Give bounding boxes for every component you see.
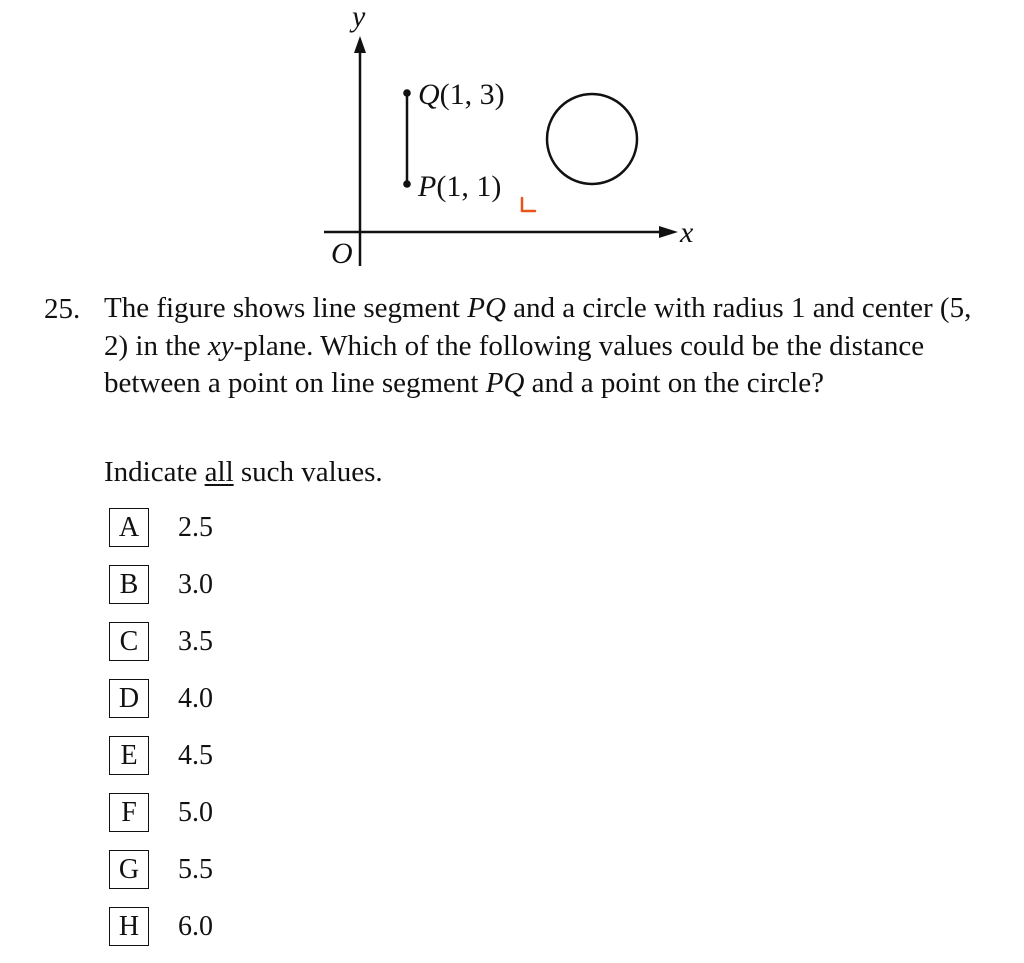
choice-c[interactable] [109,621,213,662]
choice-h-value: 6.0 [178,910,213,942]
choice-f[interactable] [109,792,213,833]
question-number: 25. [44,293,81,325]
question-text [104,290,984,403]
choice-g-value: 5.5 [178,853,213,885]
point-q-coords: (1, 3) [439,78,505,111]
point-q-name: Q [418,78,440,111]
point-p-name: P [418,170,437,203]
y-axis-arrow [354,36,366,53]
x-axis-label: x [680,216,694,249]
instruction-prefix: Indicate [104,456,205,488]
segment-name-1: PQ [467,292,506,324]
choice-b-checkbox[interactable]: B [109,565,149,604]
choice-b[interactable] [109,564,213,605]
choice-d[interactable] [109,678,213,719]
choice-e-checkbox[interactable]: E [109,736,149,775]
choice-d-checkbox[interactable]: D [109,679,149,718]
choice-g[interactable] [109,849,213,890]
instruction-emphasis: all [204,456,234,488]
choice-a-checkbox[interactable]: A [109,508,149,547]
plane-name: xy [207,329,234,362]
choice-a-value: 2.5 [178,511,213,543]
point-p-label [417,170,501,203]
question-text-part3: -plane. Which of the following values could be the distance between a point on line segment [104,329,925,399]
point-q-dot [403,89,411,97]
y-axis-label: y [352,0,366,33]
choice-c-checkbox[interactable]: C [109,622,149,661]
x-axis-arrow [659,226,678,238]
instruction [104,453,383,491]
point-p-dot [403,180,411,188]
origin-label: O [331,237,353,270]
choice-h-checkbox[interactable]: H [109,907,149,946]
choice-f-checkbox[interactable]: F [109,793,149,832]
segment-name-2: PQ [485,367,525,399]
instruction-suffix: such values. [233,456,383,488]
point-p-coords: (1, 1) [436,170,502,203]
choice-d-value: 4.0 [178,682,213,714]
question-text-part2: and a circle with radius 1 and center (5, 2) in the [104,292,972,362]
choice-a[interactable] [109,507,213,548]
choice-c-value: 3.5 [178,625,213,657]
handwritten-mark [522,198,535,211]
question-text-part4: and a point on the circle? [524,367,824,399]
choice-b-value: 3.0 [178,568,213,600]
point-q-label [418,78,505,111]
answer-choices [109,507,213,963]
choice-e-value: 4.5 [178,739,213,771]
choice-f-value: 5.0 [178,796,213,828]
question-text-part1: The figure shows line segment [104,292,468,324]
circle [547,94,637,184]
choice-h[interactable] [109,906,213,947]
choice-e[interactable] [109,735,213,776]
coordinate-figure [0,0,1024,280]
choice-g-checkbox[interactable]: G [109,850,149,889]
